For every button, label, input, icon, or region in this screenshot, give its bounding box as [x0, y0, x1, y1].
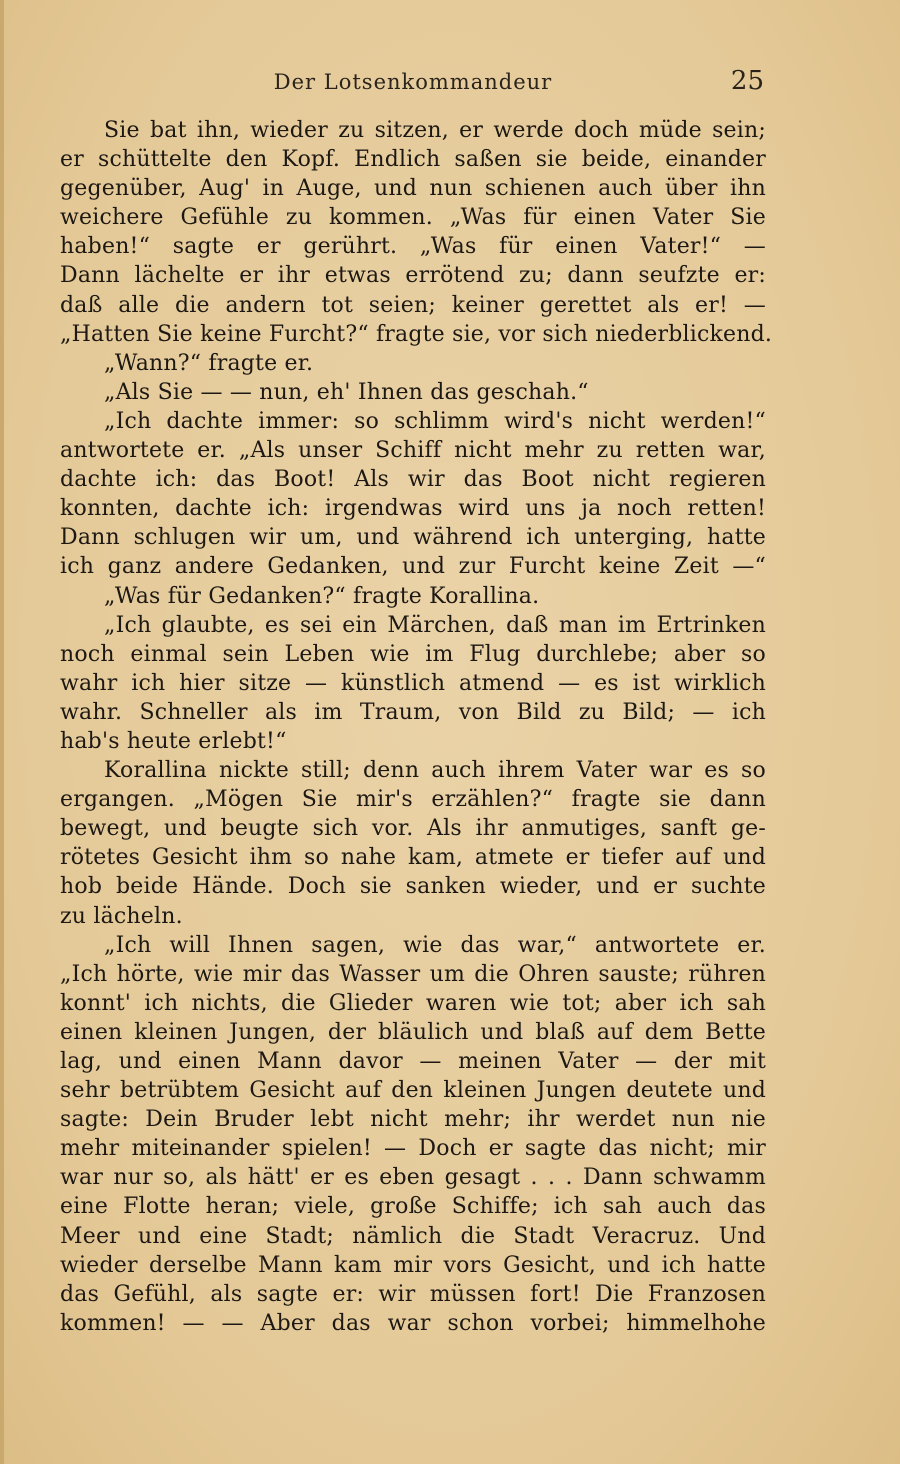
- text-line: eine Flotte heran; viele, große Schiffe; ich sah auch das: [60, 1194, 766, 1220]
- body-text: [60, 116, 773, 1338]
- text-line: Sie bat ihn, wieder zu sitzen, er werde doch müde sein;: [104, 118, 766, 143]
- text-line: lag, und einen Mann davor — meinen Vater — der mit: [60, 1049, 766, 1074]
- text-line: „Ich hörte, wie mir das Wasser um die Ohren sauste; rühren: [60, 961, 766, 987]
- text-line: „Ich will Ihnen sagen, wie das war,“ antwortete er.: [104, 932, 766, 958]
- text-line: weichere Gefühle zu kommen. „Was für einen Vater Sie: [60, 205, 766, 231]
- text-line: Meer und eine Stadt; nämlich die Stadt Veracruz. Und: [60, 1223, 766, 1249]
- text-line: er schüttelte den Kopf. Endlich saßen sie beide, einander: [60, 147, 766, 173]
- text-line: Dann lächelte er ihr etwas errötend zu; dann seufzte er:: [60, 263, 766, 289]
- text-line: rötetes Gesicht ihm so nahe kam, atmete er tiefer auf und: [60, 845, 766, 871]
- text-line: sagte: Dein Bruder lebt nicht mehr; ihr werdet nun nie: [60, 1107, 766, 1133]
- text-line: war nur so, als hätt' er es eben gesagt . . . Dann schwamm: [60, 1165, 766, 1191]
- text-line: gegenüber, Aug' in Auge, und nun schienen auch über ihn: [60, 176, 766, 202]
- text-line: konnten, dachte ich: irgendwas wird uns ja noch retten!: [60, 496, 766, 522]
- text-line: hab's heute erlebt!“: [60, 728, 287, 754]
- text-line: noch einmal sein Leben wie im Flug durchlebe; aber so: [60, 641, 766, 667]
- text-line: daß alle die andern tot seien; keiner gerettet als er! —: [60, 292, 766, 318]
- text-line: haben!“ sagte er gerührt. „Was für einen Vater!“ —: [60, 234, 766, 260]
- text-line: wahr. Schneller als im Traum, von Bild zu Bild; — ich: [60, 699, 766, 725]
- text-line: wahr ich hier sitze — künstlich atmend — es ist wirklich: [60, 670, 766, 696]
- text-line: mehr miteinander spielen! — Doch er sagte das nicht; mir: [60, 1136, 766, 1162]
- text-line: einen kleinen Jungen, der bläulich und blaß auf dem Bette: [60, 1019, 766, 1045]
- text-line: kommen! — — Aber das war schon vorbei; himmelhohe: [60, 1310, 766, 1336]
- text-line: sehr betrübtem Gesicht auf den kleinen Jungen deutete und: [60, 1078, 766, 1104]
- text-line: dachte ich: das Boot! Als wir das Boot nicht regieren: [60, 467, 766, 493]
- text-line: ich ganz andere Gedanken, und zur Furcht keine Zeit —“: [60, 554, 766, 580]
- text-line: „Wann?“ fragte er.: [104, 350, 314, 376]
- text-line: konnt' ich nichts, die Glieder waren wie tot; aber ich sah: [60, 990, 766, 1016]
- text-line: „Als Sie — — nun, eh' Ihnen das geschah.“: [104, 379, 589, 405]
- text-line: „Was für Gedanken?“ fragte Korallina.: [104, 583, 540, 609]
- text-line: Dann schlugen wir um, und während ich unterging, hatte: [60, 525, 766, 551]
- text-line: „Ich dachte immer: so schlimm wird's nicht werden!“: [104, 408, 766, 434]
- page-number: 25: [730, 66, 764, 96]
- text-line: ergangen. „Mögen Sie mir's erzählen?“ fragte sie dann: [60, 787, 766, 813]
- running-head: [60, 66, 766, 100]
- text-line: hob beide Hände. Doch sie sanken wieder, und er suchte: [60, 874, 766, 900]
- text-line: zu lächeln.: [60, 903, 183, 929]
- text-line: das Gefühl, als sagte er: wir müssen fort! Die Franzosen: [60, 1281, 766, 1307]
- running-head-title: Der Lotsenkommandeur: [273, 70, 553, 94]
- text-line: „Hatten Sie keine Furcht?“ fragte sie, vor sich niederblickend.: [60, 321, 773, 347]
- text-line: „Ich glaubte, es sei ein Märchen, daß man im Ertrinken: [104, 612, 766, 638]
- text-line: antwortete er. „Als unser Schiff nicht mehr zu retten war,: [60, 438, 766, 464]
- text-line: wieder derselbe Mann kam mir vors Gesicht, und ich hatte: [60, 1252, 766, 1278]
- page-edge: [0, 0, 4, 1464]
- text-line: Korallina nickte still; denn auch ihrem Vater war es so: [104, 758, 766, 784]
- text-line: bewegt, und beugte sich vor. Als ihr anmutiges, sanft ge-: [60, 816, 766, 842]
